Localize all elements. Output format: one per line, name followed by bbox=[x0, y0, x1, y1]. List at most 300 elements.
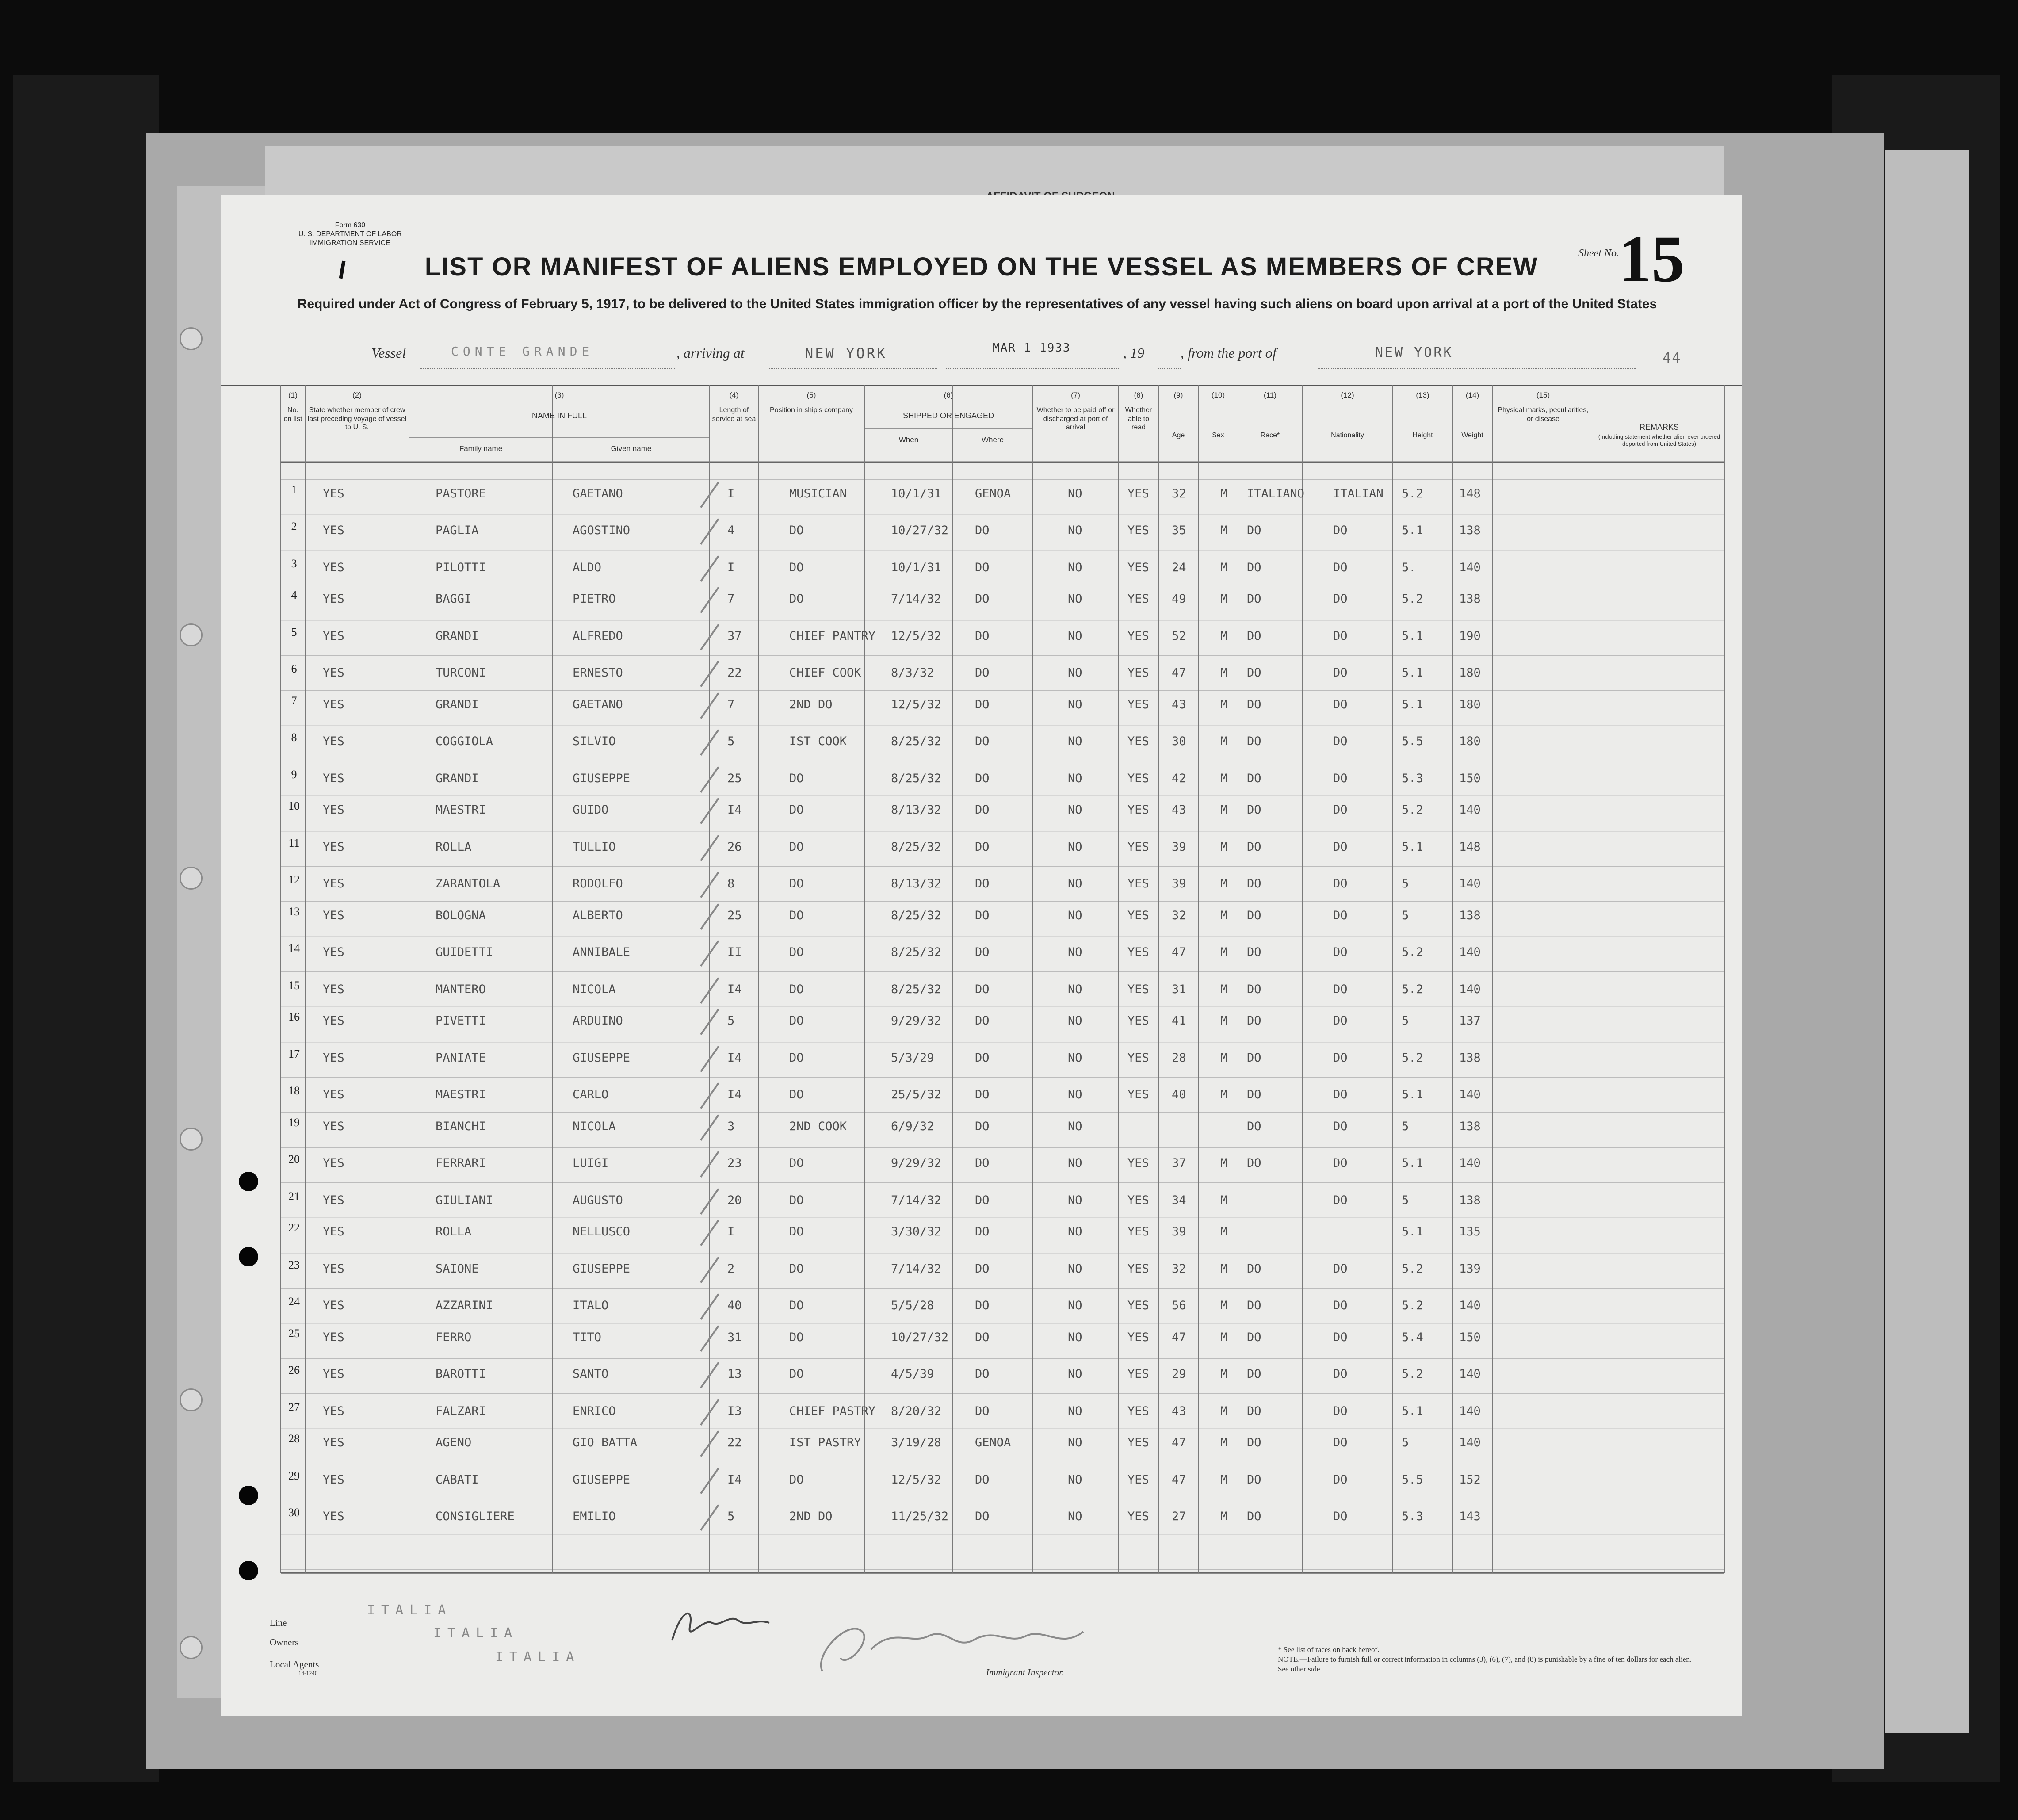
sex: M bbox=[1220, 1330, 1228, 1344]
family-name: GRANDI bbox=[436, 697, 479, 711]
given-name: NELLUSCO bbox=[573, 1225, 631, 1239]
length-of-service: I bbox=[727, 1225, 735, 1239]
position: DO bbox=[789, 840, 804, 854]
weight: 140 bbox=[1459, 1367, 1481, 1381]
age: 43 bbox=[1172, 697, 1186, 711]
shipped-where: DO bbox=[975, 734, 990, 749]
given-name: NICOLA bbox=[573, 1119, 616, 1133]
family-name: SAIONE bbox=[436, 1262, 479, 1276]
given-name: ENRICO bbox=[573, 1404, 616, 1418]
given-name: TITO bbox=[573, 1330, 602, 1344]
shipped-when: 5/3/29 bbox=[891, 1051, 934, 1065]
able-to-read: YES bbox=[1127, 629, 1149, 643]
age: 39 bbox=[1172, 840, 1186, 854]
able-to-read: YES bbox=[1127, 1225, 1149, 1239]
height: 5 bbox=[1402, 908, 1409, 922]
race: DO bbox=[1247, 1367, 1261, 1381]
paid-off: NO bbox=[1068, 560, 1082, 574]
height: 5.1 bbox=[1402, 524, 1423, 538]
inspector-label: Immigrant Inspector. bbox=[986, 1667, 1064, 1678]
crew-status: YES bbox=[323, 1367, 344, 1381]
shipped-where: DO bbox=[975, 840, 990, 854]
row-number: 22 bbox=[288, 1221, 300, 1235]
shipped-where: DO bbox=[975, 592, 990, 606]
binder-hole bbox=[180, 1636, 203, 1659]
binder-hole bbox=[180, 623, 203, 646]
shipped-where: DO bbox=[975, 908, 990, 922]
age: 32 bbox=[1172, 1262, 1186, 1276]
sex: M bbox=[1220, 840, 1228, 854]
row-number: 25 bbox=[288, 1327, 300, 1340]
header-col12-number: (12) bbox=[1341, 391, 1354, 399]
race: DO bbox=[1247, 1156, 1261, 1170]
position: DO bbox=[789, 1156, 804, 1170]
paid-off: NO bbox=[1068, 524, 1082, 538]
able-to-read: YES bbox=[1127, 1330, 1149, 1344]
weight: 143 bbox=[1459, 1510, 1481, 1524]
crew-status: YES bbox=[323, 697, 344, 711]
crew-status: YES bbox=[323, 1299, 344, 1313]
paid-off: NO bbox=[1068, 1156, 1082, 1170]
note-races: * See list of races on back hereof. bbox=[1278, 1645, 1380, 1654]
length-of-service: I3 bbox=[727, 1404, 742, 1418]
age: 41 bbox=[1172, 1014, 1186, 1028]
age: 31 bbox=[1172, 982, 1186, 996]
able-to-read: YES bbox=[1127, 1051, 1149, 1065]
paid-off: NO bbox=[1068, 734, 1082, 749]
paid-off: NO bbox=[1068, 1436, 1082, 1450]
family-name: PILOTTI bbox=[436, 560, 486, 574]
crew-status: YES bbox=[323, 803, 344, 817]
crew-status: YES bbox=[323, 982, 344, 996]
length-of-service: 7 bbox=[727, 592, 735, 606]
position: DO bbox=[789, 877, 804, 891]
crew-status: YES bbox=[323, 1472, 344, 1487]
able-to-read: YES bbox=[1127, 1088, 1149, 1102]
shipped-when: 7/14/32 bbox=[891, 1193, 941, 1207]
nationality: DO bbox=[1333, 666, 1348, 680]
header-col2-number: (2) bbox=[352, 391, 362, 399]
paid-off: NO bbox=[1068, 1088, 1082, 1102]
paid-off: NO bbox=[1068, 1119, 1082, 1133]
weight: 140 bbox=[1459, 1088, 1481, 1102]
position: CHIEF PANTRY bbox=[789, 629, 876, 643]
position: DO bbox=[789, 1088, 804, 1102]
paid-off: NO bbox=[1068, 1472, 1082, 1487]
header-col5: Position in ship's company bbox=[769, 406, 853, 414]
header-col15: Physical marks, peculiarities, or disease bbox=[1498, 406, 1589, 423]
crew-status: YES bbox=[323, 629, 344, 643]
weight: 148 bbox=[1459, 840, 1481, 854]
crew-status: YES bbox=[323, 1051, 344, 1065]
header-col4-number: (4) bbox=[729, 391, 739, 399]
nationality: DO bbox=[1333, 734, 1348, 749]
from-port: NEW YORK bbox=[1375, 345, 1453, 360]
header-col6-number: (6) bbox=[944, 391, 953, 399]
crew-status: YES bbox=[323, 560, 344, 574]
crew-status: YES bbox=[323, 666, 344, 680]
sex: M bbox=[1220, 1225, 1228, 1239]
position: DO bbox=[789, 803, 804, 817]
given-name: PIETRO bbox=[573, 592, 616, 606]
length-of-service: 2 bbox=[727, 1262, 735, 1276]
note-penalty: NOTE.—Failure to furnish full or correct information in columns (3), (6), (7), and (8) is punishable by a fine of ten dollars for each alien. See other side. bbox=[1278, 1655, 1692, 1674]
crew-status: YES bbox=[323, 734, 344, 749]
binder-hole bbox=[180, 867, 203, 890]
footer bbox=[221, 1583, 1742, 1716]
header-col14: Weight bbox=[1461, 432, 1483, 439]
header-col11: Race* bbox=[1260, 432, 1280, 439]
shipped-where: DO bbox=[975, 771, 990, 785]
department-label: U. S. DEPARTMENT OF LABOR bbox=[298, 230, 402, 238]
crew-status: YES bbox=[323, 908, 344, 922]
binder-hole bbox=[180, 327, 203, 350]
year-fill-line bbox=[1158, 368, 1181, 369]
vessel-fill-line bbox=[420, 368, 676, 369]
side-number: 44 bbox=[1663, 349, 1682, 366]
header-col6-where: Where bbox=[981, 436, 1004, 444]
family-name: BOLOGNA bbox=[436, 908, 486, 922]
age: 47 bbox=[1172, 1472, 1186, 1487]
crew-status: YES bbox=[323, 1088, 344, 1102]
agents-value: ITALIA bbox=[495, 1649, 581, 1665]
able-to-read: YES bbox=[1127, 877, 1149, 891]
sex: M bbox=[1220, 1299, 1228, 1313]
sex: M bbox=[1220, 1510, 1228, 1524]
row-number: 11 bbox=[288, 836, 300, 849]
sex: M bbox=[1220, 1436, 1228, 1450]
row-number: 24 bbox=[288, 1295, 300, 1308]
nationality: DO bbox=[1333, 1404, 1348, 1418]
family-name: AZZARINI bbox=[436, 1299, 493, 1313]
race: DO bbox=[1247, 1299, 1261, 1313]
age: 43 bbox=[1172, 1404, 1186, 1418]
height: 5.4 bbox=[1402, 1330, 1423, 1344]
given-name: ARDUINO bbox=[573, 1014, 623, 1028]
given-name: ITALO bbox=[573, 1299, 609, 1313]
length-of-service: 23 bbox=[727, 1156, 742, 1170]
header-col9: Age bbox=[1172, 432, 1185, 439]
header-col3-family: Family name bbox=[459, 444, 503, 453]
given-name: ERNESTO bbox=[573, 666, 623, 680]
paid-off: NO bbox=[1068, 629, 1082, 643]
given-name: RODOLFO bbox=[573, 877, 623, 891]
family-name: BAGGI bbox=[436, 592, 472, 606]
nationality: DO bbox=[1333, 1014, 1348, 1028]
weight: 180 bbox=[1459, 666, 1481, 680]
inspector-signature bbox=[796, 1601, 1114, 1689]
length-of-service: 20 bbox=[727, 1193, 742, 1207]
race: DO bbox=[1247, 1014, 1261, 1028]
sex: M bbox=[1220, 1051, 1228, 1065]
crew-status: YES bbox=[323, 592, 344, 606]
sex: M bbox=[1220, 560, 1228, 574]
paid-off: NO bbox=[1068, 1404, 1082, 1418]
given-name: TULLIO bbox=[573, 840, 616, 854]
shipped-where: DO bbox=[975, 1225, 990, 1239]
given-name: LUIGI bbox=[573, 1156, 609, 1170]
paid-off: NO bbox=[1068, 1510, 1082, 1524]
length-of-service: 31 bbox=[727, 1330, 742, 1344]
height: 5 bbox=[1402, 1119, 1409, 1133]
shipped-when: 8/25/32 bbox=[891, 840, 941, 854]
crew-status: YES bbox=[323, 840, 344, 854]
length-of-service: 40 bbox=[727, 1299, 742, 1313]
row-number: 17 bbox=[288, 1047, 300, 1060]
row-number: 8 bbox=[291, 731, 297, 744]
position: CHIEF PASTRY bbox=[789, 1404, 876, 1418]
age: 43 bbox=[1172, 803, 1186, 817]
able-to-read: YES bbox=[1127, 1472, 1149, 1487]
paid-off: NO bbox=[1068, 945, 1082, 960]
row-number: 4 bbox=[291, 589, 297, 602]
paid-off: NO bbox=[1068, 666, 1082, 680]
family-name: FALZARI bbox=[436, 1404, 486, 1418]
paid-off: NO bbox=[1068, 1367, 1082, 1381]
shipped-where: DO bbox=[975, 1330, 990, 1344]
length-of-service: 25 bbox=[727, 908, 742, 922]
row-number: 27 bbox=[288, 1400, 300, 1414]
agents-label: Local Agents bbox=[270, 1659, 319, 1670]
binder-hole bbox=[180, 1388, 203, 1411]
able-to-read: YES bbox=[1127, 771, 1149, 785]
row-number: 7 bbox=[291, 694, 297, 707]
vessel-label: Vessel bbox=[371, 345, 406, 361]
able-to-read: YES bbox=[1127, 1193, 1149, 1207]
given-name: GAETANO bbox=[573, 486, 623, 501]
crew-status: YES bbox=[323, 877, 344, 891]
row-number: 10 bbox=[288, 799, 300, 813]
binder-hole bbox=[180, 1128, 203, 1151]
able-to-read: YES bbox=[1127, 1404, 1149, 1418]
race: DO bbox=[1247, 1330, 1261, 1344]
sex: M bbox=[1220, 1367, 1228, 1381]
paid-off: NO bbox=[1068, 840, 1082, 854]
age: 29 bbox=[1172, 1367, 1186, 1381]
crew-status: YES bbox=[323, 1225, 344, 1239]
age: 47 bbox=[1172, 1330, 1186, 1344]
age: 47 bbox=[1172, 945, 1186, 960]
nationality: DO bbox=[1333, 1119, 1348, 1133]
length-of-service: 4 bbox=[727, 524, 735, 538]
length-of-service: 8 bbox=[727, 877, 735, 891]
crew-status: YES bbox=[323, 1510, 344, 1524]
sex: M bbox=[1220, 1404, 1228, 1418]
position: DO bbox=[789, 1051, 804, 1065]
shipped-where: DO bbox=[975, 560, 990, 574]
paid-off: NO bbox=[1068, 1299, 1082, 1313]
shipped-where: GENOA bbox=[975, 486, 1011, 501]
length-of-service: I bbox=[727, 560, 735, 574]
shipped-where: DO bbox=[975, 1156, 990, 1170]
race: DO bbox=[1247, 592, 1261, 606]
row-number: 26 bbox=[288, 1364, 300, 1377]
height: 5 bbox=[1402, 1014, 1409, 1028]
length-of-service: I bbox=[727, 486, 735, 501]
given-name: GAETANO bbox=[573, 697, 623, 711]
sex: M bbox=[1220, 697, 1228, 711]
position: DO bbox=[789, 908, 804, 922]
shipped-when: 8/13/32 bbox=[891, 803, 941, 817]
race: DO bbox=[1247, 1051, 1261, 1065]
shipped-when: 10/1/31 bbox=[891, 560, 941, 574]
header-col4: Length of service at sea bbox=[712, 406, 756, 423]
height: 5.2 bbox=[1402, 803, 1423, 817]
header-col3-number: (3) bbox=[554, 391, 564, 399]
given-name: NICOLA bbox=[573, 982, 616, 996]
paid-off: NO bbox=[1068, 877, 1082, 891]
able-to-read: YES bbox=[1127, 1014, 1149, 1028]
header-col6: SHIPPED OR ENGAGED bbox=[902, 411, 994, 420]
family-name: MAESTRI bbox=[436, 803, 486, 817]
family-name: MANTERO bbox=[436, 982, 486, 996]
race: ITALIANO bbox=[1247, 486, 1305, 501]
height: 5.5 bbox=[1402, 734, 1423, 749]
family-name: BIANCHI bbox=[436, 1119, 486, 1133]
shipped-when: 10/27/32 bbox=[891, 1330, 949, 1344]
length-of-service: 7 bbox=[727, 697, 735, 711]
shipped-when: 8/13/32 bbox=[891, 877, 941, 891]
length-of-service: 13 bbox=[727, 1367, 742, 1381]
age: 24 bbox=[1172, 560, 1186, 574]
weight: 138 bbox=[1459, 524, 1481, 538]
length-of-service: I4 bbox=[727, 1088, 742, 1102]
race: DO bbox=[1247, 877, 1261, 891]
position: DO bbox=[789, 1193, 804, 1207]
family-name: CABATI bbox=[436, 1472, 479, 1487]
row-number: 29 bbox=[288, 1469, 300, 1482]
length-of-service: I4 bbox=[727, 982, 742, 996]
arriving-port: NEW YORK bbox=[805, 345, 887, 362]
race: DO bbox=[1247, 840, 1261, 854]
crew-status: YES bbox=[323, 771, 344, 785]
header-col11-number: (11) bbox=[1264, 391, 1277, 399]
shipped-when: 8/25/32 bbox=[891, 945, 941, 960]
length-of-service: 5 bbox=[727, 734, 735, 749]
race: DO bbox=[1247, 666, 1261, 680]
paid-off: NO bbox=[1068, 592, 1082, 606]
crew-status: YES bbox=[323, 1436, 344, 1450]
shipped-where: GENOA bbox=[975, 1436, 1011, 1450]
height: 5.2 bbox=[1402, 592, 1423, 606]
header-col1-number: (1) bbox=[288, 391, 298, 399]
shipped-when: 10/1/31 bbox=[891, 486, 941, 501]
manifest-page bbox=[221, 195, 1742, 1716]
able-to-read: YES bbox=[1127, 840, 1149, 854]
race: DO bbox=[1247, 771, 1261, 785]
race: DO bbox=[1247, 560, 1261, 574]
arriving-fill-line bbox=[769, 368, 937, 369]
punch-hole bbox=[239, 1561, 258, 1580]
nationality: DO bbox=[1333, 908, 1348, 922]
crew-status: YES bbox=[323, 486, 344, 501]
race: DO bbox=[1247, 697, 1261, 711]
sex: M bbox=[1220, 486, 1228, 501]
paid-off: NO bbox=[1068, 1225, 1082, 1239]
crew-status: YES bbox=[323, 1119, 344, 1133]
nationality: DO bbox=[1333, 1051, 1348, 1065]
shipped-when: 8/3/32 bbox=[891, 666, 934, 680]
row-number: 12 bbox=[288, 873, 300, 887]
race: DO bbox=[1247, 629, 1261, 643]
age: 56 bbox=[1172, 1299, 1186, 1313]
punch-hole bbox=[239, 1486, 258, 1505]
header-col6-when: When bbox=[898, 436, 919, 444]
able-to-read: YES bbox=[1127, 697, 1149, 711]
weight: 140 bbox=[1459, 877, 1481, 891]
film-border-left bbox=[13, 75, 159, 1782]
given-name: AUGUSTO bbox=[573, 1193, 623, 1207]
header-col1: No. on list bbox=[283, 406, 302, 423]
nationality: DO bbox=[1333, 1299, 1348, 1313]
weight: 190 bbox=[1459, 629, 1481, 643]
age: 32 bbox=[1172, 908, 1186, 922]
sex: M bbox=[1220, 1014, 1228, 1028]
length-of-service: 3 bbox=[727, 1119, 735, 1133]
shipped-when: 3/19/28 bbox=[891, 1436, 941, 1450]
paid-off: NO bbox=[1068, 1014, 1082, 1028]
nationality: DO bbox=[1333, 771, 1348, 785]
position: IST COOK bbox=[789, 734, 847, 749]
nationality: DO bbox=[1333, 1193, 1348, 1207]
paid-off: NO bbox=[1068, 1051, 1082, 1065]
length-of-service: 25 bbox=[727, 771, 742, 785]
height: 5.1 bbox=[1402, 666, 1423, 680]
shipped-when: 5/5/28 bbox=[891, 1299, 934, 1313]
given-name: ALFREDO bbox=[573, 629, 623, 643]
owners-value: ITALIA bbox=[433, 1625, 519, 1641]
position: DO bbox=[789, 524, 804, 538]
family-name: PASTORE bbox=[436, 486, 486, 501]
line-value: ITALIA bbox=[367, 1602, 452, 1618]
nationality: DO bbox=[1333, 1156, 1348, 1170]
position: 2ND COOK bbox=[789, 1119, 847, 1133]
shipped-when: 8/25/32 bbox=[891, 982, 941, 996]
shipped-where: DO bbox=[975, 666, 990, 680]
race: DO bbox=[1247, 734, 1261, 749]
shipped-where: DO bbox=[975, 1262, 990, 1276]
crew-status: YES bbox=[323, 1014, 344, 1028]
age: 28 bbox=[1172, 1051, 1186, 1065]
able-to-read: YES bbox=[1127, 1156, 1149, 1170]
length-of-service: 5 bbox=[727, 1510, 735, 1524]
position: DO bbox=[789, 560, 804, 574]
family-name: BAROTTI bbox=[436, 1367, 486, 1381]
able-to-read: YES bbox=[1127, 945, 1149, 960]
sex: M bbox=[1220, 945, 1228, 960]
shipped-where: DO bbox=[975, 803, 990, 817]
row-number: 2 bbox=[291, 520, 297, 533]
shipped-where: DO bbox=[975, 1367, 990, 1381]
age: 37 bbox=[1172, 1156, 1186, 1170]
row-number: 9 bbox=[291, 768, 297, 781]
able-to-read: YES bbox=[1127, 486, 1149, 501]
able-to-read: YES bbox=[1127, 908, 1149, 922]
from-label: , from the port of bbox=[1181, 345, 1277, 361]
length-of-service: II bbox=[727, 945, 742, 960]
weight: 138 bbox=[1459, 1051, 1481, 1065]
race: DO bbox=[1247, 1472, 1261, 1487]
sex: M bbox=[1220, 524, 1228, 538]
shipped-when: 7/14/32 bbox=[891, 1262, 941, 1276]
age: 35 bbox=[1172, 524, 1186, 538]
family-name: PAGLIA bbox=[436, 524, 479, 538]
given-name: ANNIBALE bbox=[573, 945, 631, 960]
nationality: ITALIAN bbox=[1333, 486, 1384, 501]
weight: 140 bbox=[1459, 1404, 1481, 1418]
shipped-where: DO bbox=[975, 945, 990, 960]
position: MUSICIAN bbox=[789, 486, 847, 501]
